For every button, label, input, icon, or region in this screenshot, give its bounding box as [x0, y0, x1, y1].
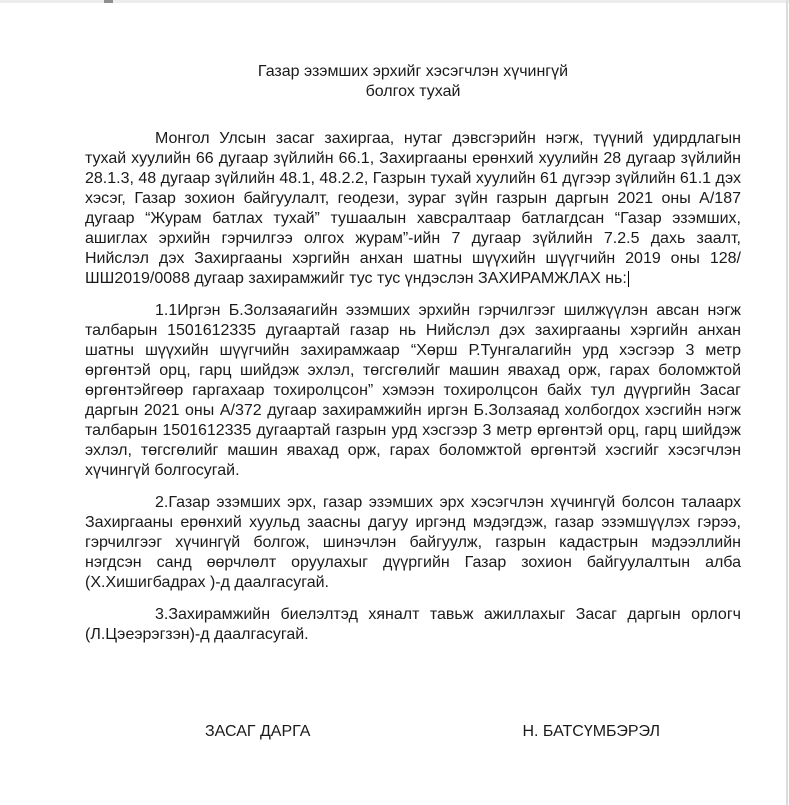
paragraph-clause-2-text: 2.Газар эзэмших эрх, газар эзэмших эрх хэсэгчлэн хүчингүй болсон талаарх Захиргааны ерөнхий хуульд заасны дагуу иргэнд мэдэгдэж, газар эзэмшүүлэх гэрээ, гэрчилгээг хүчингүй болгож, шинэчлэн байгуулж, газрын кадастрын мэдээллийн нэгдсэн санд өөрчлөлт оруулахыг дүүргийн Газар зохион байгуулалтын алба (Х.Хишигбадрах )-д даалгасугай.	[85, 494, 741, 591]
signature-role: ЗАСАГ ДАРГА	[205, 723, 311, 740]
document-title	[85, 62, 741, 102]
document-title-line2: болгох тухай	[365, 83, 461, 100]
paragraph-clause-3-text: 3.Захирамжийн биелэлтэд хяналт тавьж ажиллахыг Засаг даргын орлогч (Л.Цэеэрэгзэн)-д даалгасугай.	[85, 606, 741, 643]
paragraph-clause-3	[85, 605, 741, 645]
paragraph-clause-2	[85, 493, 741, 593]
scrollbar-thumb[interactable]	[104, 0, 113, 3]
document-title-line1: Газар эзэмших эрхийг хэсэгчлэн хүчингүй	[257, 63, 569, 80]
signature-block	[85, 722, 741, 742]
paragraph-clause-1-1	[85, 301, 741, 481]
signature-name: Н. БАТСҮМБЭРЭЛ	[522, 723, 660, 740]
document-page[interactable]	[85, 62, 741, 742]
page-edge-line	[786, 0, 788, 805]
paragraph-preamble-text: Монгол Улсын засаг захиргаа, нутаг дэвсгэрийн нэгж, түүний удирдлагын тухай хуулийн 66 дугаар зүйлийн 66.1, Захиргааны ерөнхий хуулийн 28 дугаар зүйлийн 28.1.3, 48 дугаар зүйлийн 48.1, 48.2.2, Газрын тухай хуулийн 61 дүгээр зүйлийн 61.1 дэх хэсэг, Газар зохион байгуулалт, геодези, зураг зүйн газрын даргын 2021 оны А/187 дугаар “Журам батлах тухай” тушаалын хавсралтаар батлагдсан “Газар эзэмших, ашиглах эрхийн гэрчилгээ олгох журам”-ийн 7 дугаар зүйлийн 7.2.5 дахь заалт, Нийслэл дэх Захиргааны хэргийн анхан шатны шүүхийн шүүгчийн 2019 оны 128/ШШ2019/0088 дугаар захирамжийг тус тус үндэслэн ЗАХИРАМЖЛАХ нь:	[85, 130, 741, 287]
text-cursor	[628, 271, 629, 287]
paragraph-preamble	[85, 129, 741, 289]
horizontal-scrollbar	[0, 0, 789, 3]
paragraph-clause-1-1-text: 1.1Иргэн Б.Золзаяагийн эзэмших эрхийн гэрчилгээг шилжүүлэн авсан нэгж талбарын 1501612335 дугаартай газар нь Нийслэл дэх захиргааны хэргийн анхан шатны шүүхийн шүүгчийн захирамжаар “Хөрш Р.Тунгалагийн урд хэсгээр 3 метр өргөнтэй орц, гарц шийдэж эхлэл, төгсгөлийг машин явахад орж, гарах боломжтой өргөнтэйгөөр гаргахаар тохиролцсон” хэмээн тохиролцсон байх тул дүүргийн Засаг даргын 2021 оны А/372 дугаар захирамжийн иргэн Б.Золзаяад холбогдох хэсгийн нэгж талбарын 1501612335 дугаартай газрын урд хэсгээр 3 метр өргөнтэй орц, гарц шийдэж эхлэл, төгсгөлийг машин явахад орж, гарах боломжтой өргөнтэй хэсгийг хэсэгчлэн хүчингүй болгосугай.	[85, 302, 741, 479]
